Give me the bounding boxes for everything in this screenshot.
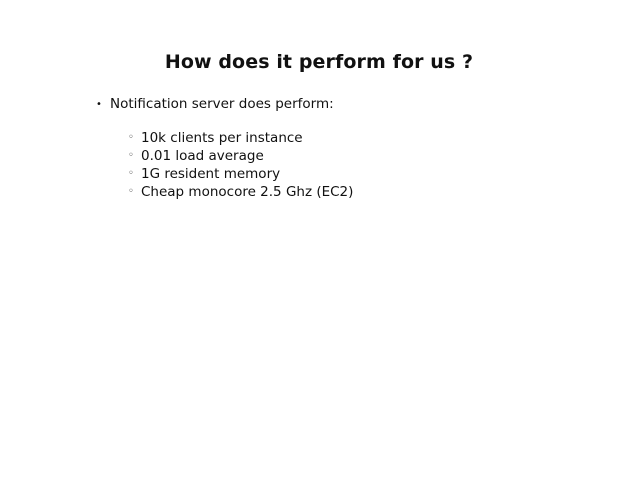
sub-bullet-text: 0.01 load average xyxy=(141,148,264,164)
sub-bullet-item xyxy=(128,165,353,183)
sub-bullet-item xyxy=(128,129,353,147)
bullet-item xyxy=(96,96,334,112)
slide-title: How does it perform for us ? xyxy=(164,51,474,73)
sub-bullet-item xyxy=(128,183,353,201)
circle-bullet-icon: ◦ xyxy=(128,168,134,179)
bullet-text: Notification server does perform: xyxy=(110,96,334,112)
sub-bullet-list xyxy=(128,129,353,201)
sub-bullet-text: 10k clients per instance xyxy=(141,130,303,146)
sub-bullet-text: 1G resident memory xyxy=(141,166,281,182)
circle-bullet-icon: ◦ xyxy=(128,186,134,197)
bullet-dot-icon: • xyxy=(96,98,102,110)
sub-bullet-text: Cheap monocore 2.5 Ghz (EC2) xyxy=(141,184,354,200)
sub-bullet-item xyxy=(128,147,353,165)
circle-bullet-icon: ◦ xyxy=(128,132,134,143)
circle-bullet-icon: ◦ xyxy=(128,150,134,161)
